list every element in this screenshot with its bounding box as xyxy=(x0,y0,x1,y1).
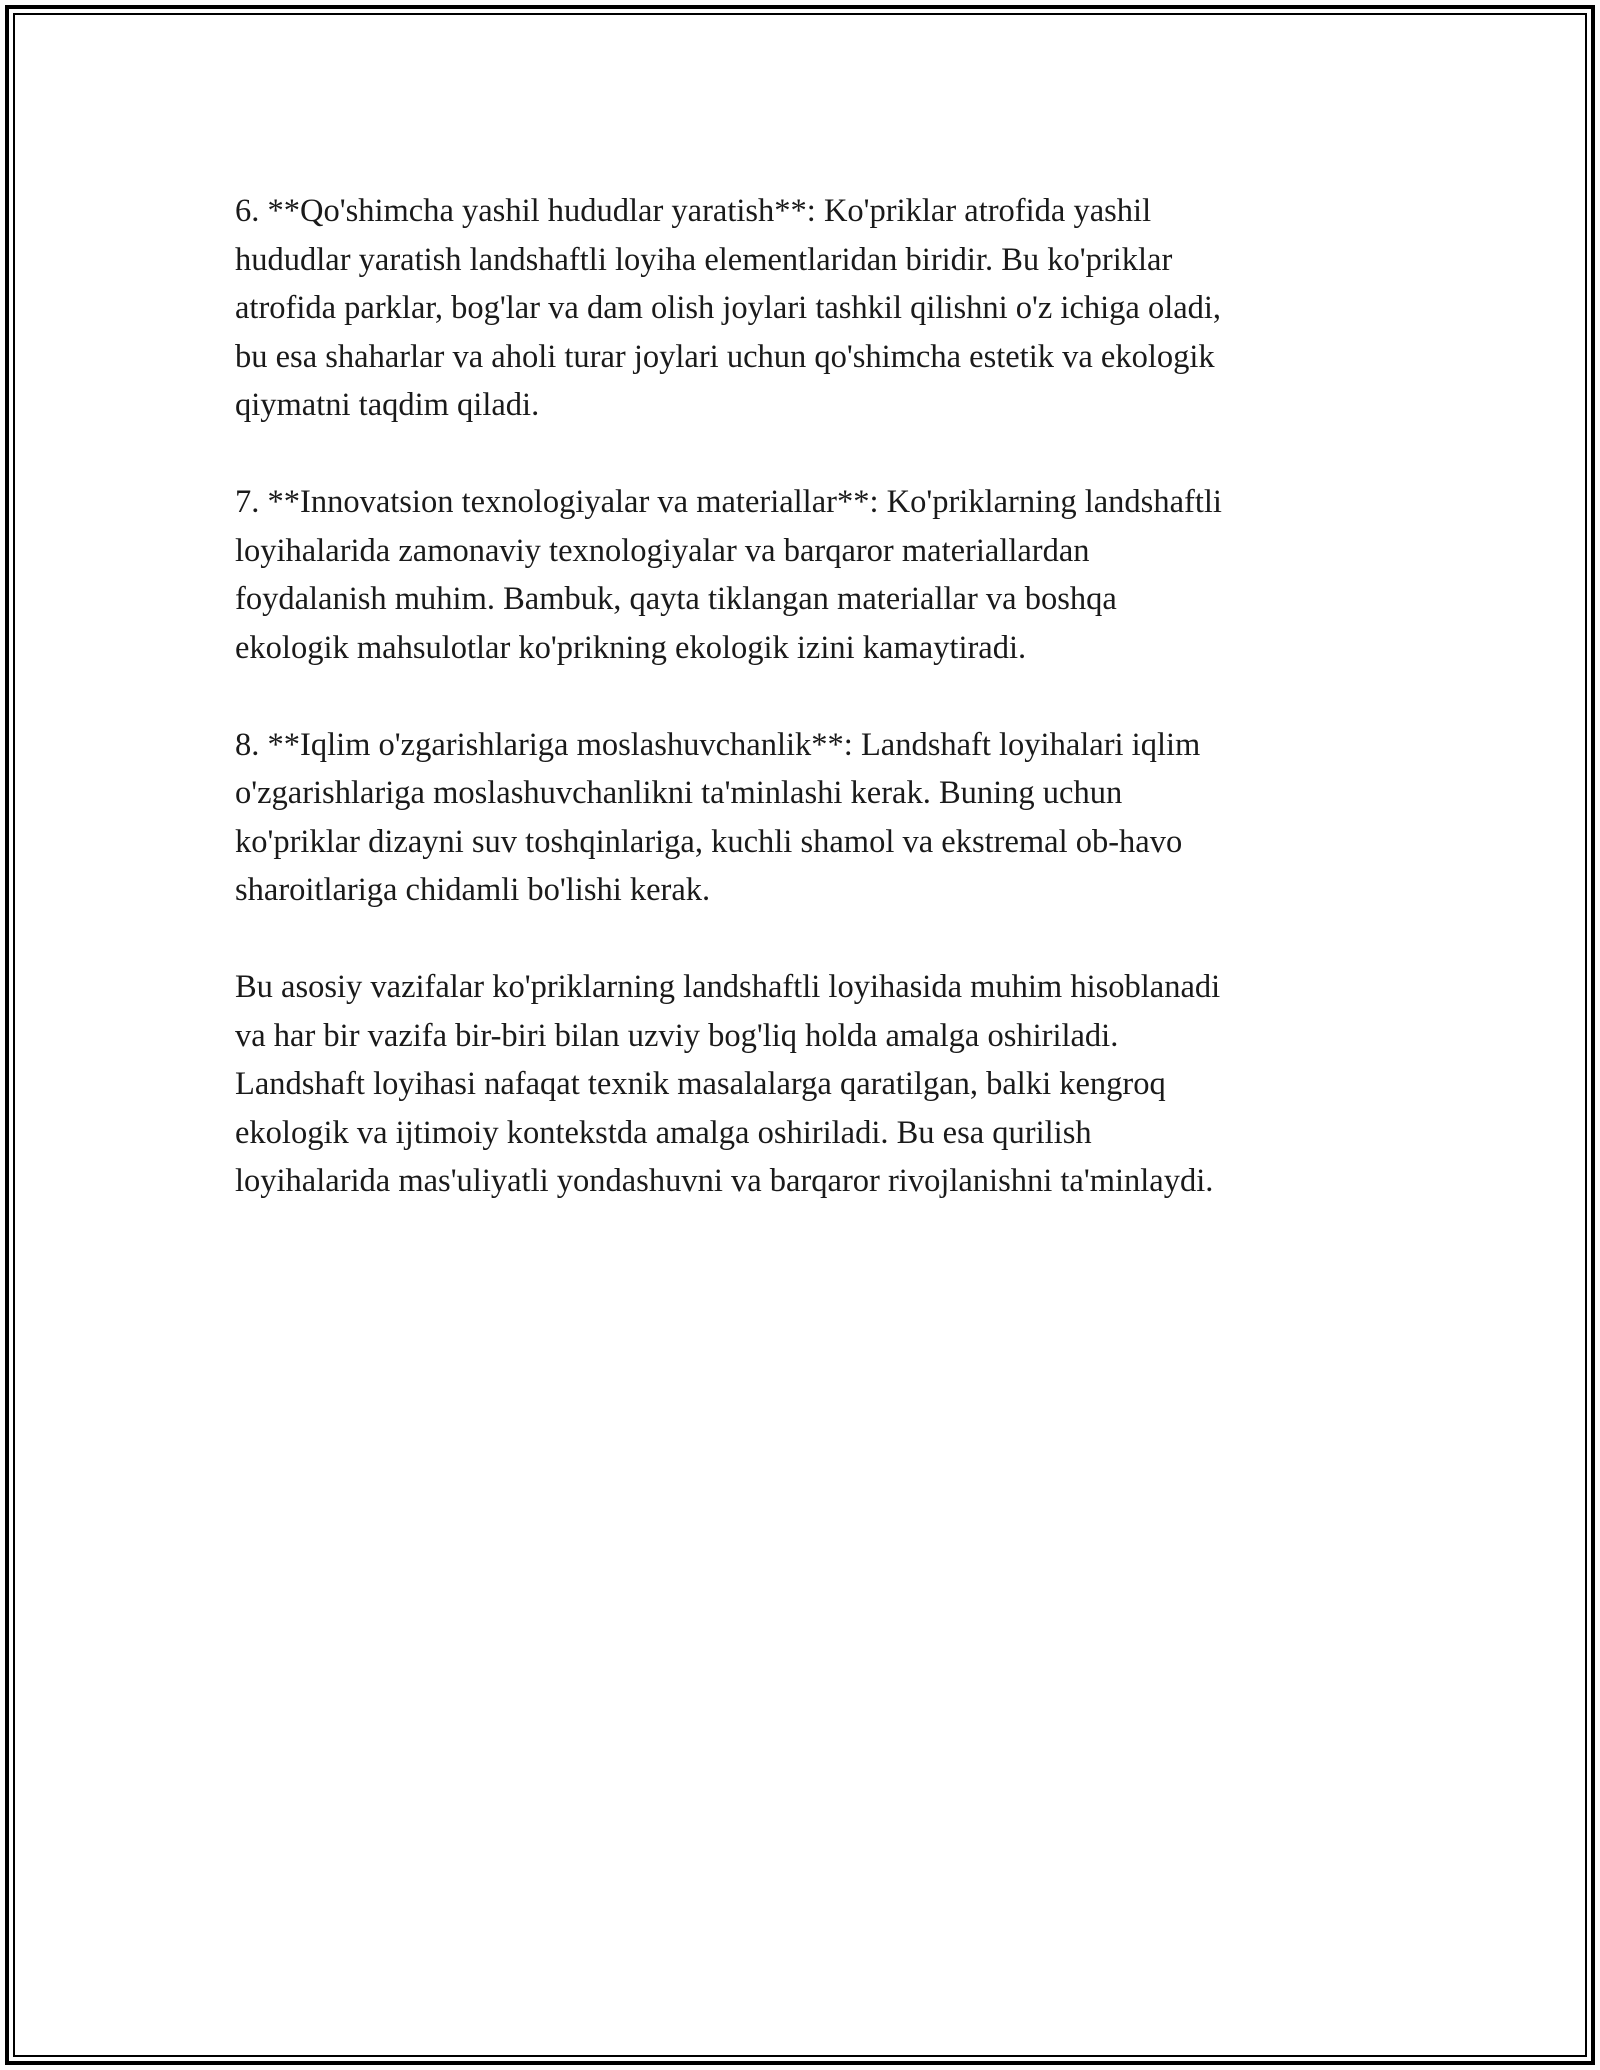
text-line: foydalanish muhim. Bambuk, qayta tiklangan materiallar va boshqa xyxy=(235,581,1117,617)
text-line: Landshaft loyihasi nafaqat texnik masalalarga qaratilgan, balki kengroq xyxy=(235,1066,1166,1102)
text-line: atrofida parklar, bog'lar va dam olish joylari tashkil qilishni o'z ichiga oladi, xyxy=(235,290,1222,326)
text-line: loyihalarida mas'uliyatli yondashuvni va barqaror rivojlanishni ta'minlaydi. xyxy=(235,1163,1214,1199)
document-body xyxy=(235,187,1365,1254)
paragraph-climate-adaptation xyxy=(235,721,1365,915)
paragraph-innovative-tech xyxy=(235,478,1365,672)
paragraph-conclusion xyxy=(235,963,1365,1206)
text-line: qiymatni taqdim qiladi. xyxy=(235,387,540,423)
text-line: ko'priklar dizayni suv toshqinlariga, kuchli shamol va ekstremal ob-havo xyxy=(235,823,1183,860)
text-line: 7. **Innovatsion texnologiyalar va materiallar**: Ko'priklarning landshaftli xyxy=(235,484,1222,520)
text-line: Bu asosiy vazifalar ko'priklarning landshaftli loyihasida muhim hisoblanadi xyxy=(235,969,1221,1005)
paragraph-green-areas xyxy=(235,187,1365,430)
text-line: bu esa shaharlar va aholi turar joylari uchun qo'shimcha estetik va ekologik xyxy=(235,338,1215,375)
text-line: loyihalarida zamonaviy texnologiyalar va barqaror materiallardan xyxy=(235,532,1090,569)
text-line: hududlar yaratish landshaftli loyiha elementlaridan biridir. Bu ko'priklar xyxy=(235,241,1173,278)
text-line: va har bir vazifa bir-biri bilan uzviy bog'liq holda amalga oshiriladi. xyxy=(235,1017,1119,1054)
text-line: o'zgarishlariga moslashuvchanlikni ta'minlashi kerak. Buning uchun xyxy=(235,775,1123,811)
text-line: ekologik mahsulotlar ko'prikning ekologik izini kamaytiradi. xyxy=(235,629,1027,666)
text-line: sharoitlariga chidamli bo'lishi kerak. xyxy=(235,872,711,908)
text-line: 6. **Qo'shimcha yashil hududlar yaratish**: Ko'priklar atrofida yashil xyxy=(235,193,1152,229)
text-line: 8. **Iqlim o'zgarishlariga moslashuvchanlik**: Landshaft loyihalari iqlim xyxy=(235,726,1201,763)
text-line: ekologik va ijtimoiy kontekstda amalga oshiriladi. Bu esa qurilish xyxy=(235,1114,1092,1151)
